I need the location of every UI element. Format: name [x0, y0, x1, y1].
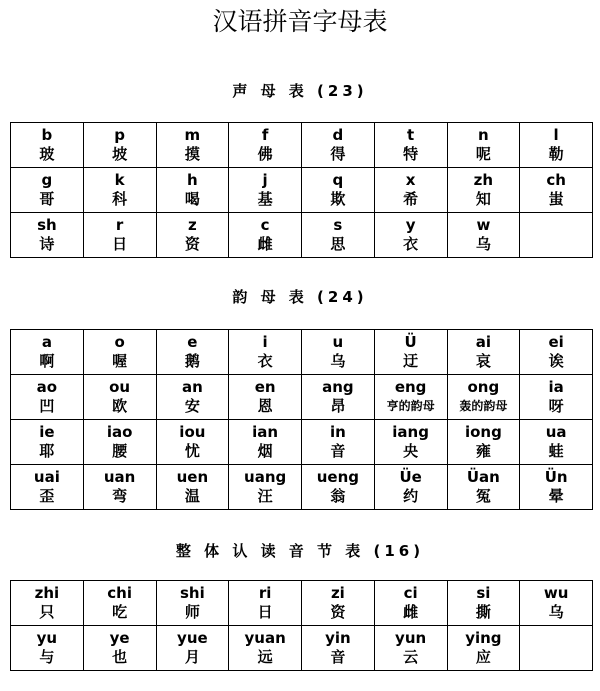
table-row	[11, 168, 593, 213]
pinyin-label: Üan	[466, 468, 500, 486]
pinyin-label: Üe	[399, 468, 422, 486]
chinese-character: 应	[475, 648, 491, 666]
chinese-character: 晕	[548, 487, 564, 505]
table-cell	[11, 213, 84, 258]
chinese-character: 衣	[403, 235, 419, 253]
table-row	[11, 123, 593, 168]
table-cell	[156, 213, 229, 258]
chinese-character: 昂	[330, 397, 346, 415]
table-cell	[374, 375, 447, 420]
table-cell	[11, 375, 84, 420]
table-cell	[447, 465, 520, 510]
chinese-character: 衣	[257, 352, 273, 370]
table-cell	[11, 581, 84, 626]
table-cell	[156, 465, 229, 510]
table-cell	[520, 581, 593, 626]
table-cell	[156, 330, 229, 375]
table-cell	[83, 420, 156, 465]
chinese-character: 哀	[475, 352, 491, 370]
chinese-character: 雍	[475, 442, 491, 460]
table-cell	[302, 123, 375, 168]
pinyin-label: Ün	[544, 468, 568, 486]
table-row	[11, 213, 593, 258]
initials-table	[10, 122, 593, 258]
section-heading-initials: 声 母 表 (23)	[232, 82, 368, 100]
pinyin-label: t	[407, 126, 415, 144]
table-cell	[447, 330, 520, 375]
chinese-character: 勒	[548, 145, 564, 163]
chinese-character: 日	[112, 235, 128, 253]
chinese-character: 雌	[257, 235, 273, 253]
table-cell	[447, 581, 520, 626]
chinese-character: 乌	[475, 235, 491, 253]
table-cell	[374, 168, 447, 213]
pinyin-label: iang	[392, 423, 429, 441]
table-cell	[156, 123, 229, 168]
table-cell	[11, 330, 84, 375]
table-cell	[520, 375, 593, 420]
table-cell	[83, 213, 156, 258]
chinese-character: 诗	[39, 235, 55, 253]
pinyin-label: ian	[252, 423, 279, 441]
table-cell	[374, 420, 447, 465]
table-cell	[447, 626, 520, 671]
chinese-character: 冤	[475, 487, 491, 505]
chinese-character: 汪	[257, 487, 273, 505]
table-cell	[83, 123, 156, 168]
chinese-character: 耶	[39, 442, 55, 460]
table-cell	[11, 168, 84, 213]
pinyin-label: yin	[325, 629, 351, 647]
pinyin-label: ao	[36, 378, 58, 396]
chinese-character: 央	[403, 442, 419, 460]
chinese-character: 特	[403, 145, 419, 163]
table-cell	[229, 123, 302, 168]
chinese-character: 歪	[39, 487, 55, 505]
finals-table	[10, 329, 593, 510]
chinese-character: 迂	[403, 352, 419, 370]
whole-syllables-table	[10, 580, 593, 671]
pinyin-label: ang	[322, 378, 354, 396]
table-cell	[520, 626, 593, 671]
table-cell	[520, 123, 593, 168]
chinese-character: 音	[330, 442, 346, 460]
pinyin-label: q	[332, 171, 344, 189]
pinyin-label: ueng	[316, 468, 360, 486]
pinyin-label: iong	[464, 423, 502, 441]
pinyin-label: uen	[176, 468, 209, 486]
table-cell	[83, 626, 156, 671]
table-cell	[302, 581, 375, 626]
table-cell	[156, 626, 229, 671]
pinyin-label: sh	[37, 216, 57, 234]
table-cell	[374, 626, 447, 671]
table-cell	[229, 626, 302, 671]
chinese-character: 啊	[39, 352, 55, 370]
pinyin-label: yu	[36, 629, 58, 647]
table-cell	[83, 581, 156, 626]
chinese-character: 恩	[257, 397, 273, 415]
table-cell	[302, 330, 375, 375]
pinyin-label: shi	[180, 584, 205, 602]
chinese-character: 乌	[548, 603, 564, 621]
chinese-character: 喔	[112, 352, 128, 370]
pinyin-label: l	[553, 126, 559, 144]
chinese-character: 远	[257, 648, 273, 666]
table-cell	[229, 375, 302, 420]
table-cell	[302, 168, 375, 213]
table-cell	[447, 168, 520, 213]
pinyin-label: iou	[179, 423, 206, 441]
table-cell	[156, 375, 229, 420]
table-cell	[229, 213, 302, 258]
table-cell	[447, 420, 520, 465]
table-cell	[229, 465, 302, 510]
chinese-character: 资	[184, 235, 200, 253]
chinese-character: 撕	[475, 603, 491, 621]
chinese-character: 知	[475, 190, 491, 208]
chinese-character: 哥	[39, 190, 55, 208]
pinyin-label: an	[181, 378, 203, 396]
chinese-character: 呢	[475, 145, 491, 163]
chinese-character: 资	[330, 603, 346, 621]
table-row	[11, 581, 593, 626]
pinyin-label: ying	[465, 629, 502, 647]
chinese-character: 吃	[112, 603, 128, 621]
chinese-character: 蛙	[548, 442, 564, 460]
chinese-character: 雌	[403, 603, 419, 621]
pinyin-label: wu	[543, 584, 569, 602]
table-cell	[156, 420, 229, 465]
table-cell	[11, 626, 84, 671]
table-cell	[229, 330, 302, 375]
chinese-character: 玻	[39, 145, 55, 163]
table-cell	[156, 168, 229, 213]
pinyin-label: zi	[330, 584, 345, 602]
pinyin-label: g	[41, 171, 53, 189]
table-cell	[83, 465, 156, 510]
pinyin-label: ci	[403, 584, 418, 602]
table-cell	[11, 123, 84, 168]
chinese-character: 坡	[112, 145, 128, 163]
chinese-character: 蚩	[548, 190, 564, 208]
pinyin-label: uang	[244, 468, 287, 486]
pinyin-label: ua	[545, 423, 567, 441]
table-cell	[83, 330, 156, 375]
pinyin-label: i	[262, 333, 268, 351]
pinyin-label: b	[41, 126, 53, 144]
chinese-character: 欺	[330, 190, 346, 208]
pinyin-label: o	[114, 333, 125, 351]
table-cell	[520, 213, 593, 258]
pinyin-label: zhi	[34, 584, 60, 602]
chinese-character: 科	[112, 190, 128, 208]
pinyin-label: ou	[109, 378, 131, 396]
pinyin-label: d	[332, 126, 344, 144]
chinese-character: 得	[330, 145, 346, 163]
pinyin-label: yuan	[244, 629, 286, 647]
pinyin-label: ai	[475, 333, 491, 351]
pinyin-label: r	[115, 216, 124, 234]
table-cell	[302, 213, 375, 258]
pinyin-label: ei	[548, 333, 564, 351]
chinese-character: 日	[257, 603, 273, 621]
pinyin-label: uai	[33, 468, 60, 486]
table-row	[11, 626, 593, 671]
table-cell	[229, 581, 302, 626]
table-cell	[520, 330, 593, 375]
table-cell	[11, 420, 84, 465]
table-cell	[447, 213, 520, 258]
table-cell	[520, 420, 593, 465]
pinyin-label: ie	[39, 423, 55, 441]
page-title: 汉语拼音字母表	[212, 7, 388, 36]
table-row	[11, 465, 593, 510]
pinyin-label: m	[184, 126, 201, 144]
table-cell	[374, 465, 447, 510]
table-row	[11, 330, 593, 375]
pinyin-label: in	[329, 423, 346, 441]
chinese-character: 腰	[112, 442, 128, 460]
pinyin-label: yue	[177, 629, 208, 647]
chinese-character: 鹅	[184, 352, 200, 370]
pinyin-label: p	[114, 126, 125, 144]
table-cell	[83, 168, 156, 213]
table-cell	[302, 375, 375, 420]
table-cell	[302, 420, 375, 465]
chinese-character: 忧	[184, 442, 200, 460]
chinese-character: 思	[330, 235, 346, 253]
chinese-character: 佛	[257, 145, 273, 163]
pinyin-label: chi	[107, 584, 132, 602]
table-cell	[83, 375, 156, 420]
section-heading-finals: 韵 母 表 (24)	[232, 288, 368, 306]
chinese-character: 弯	[112, 487, 128, 505]
pinyin-label: ong	[467, 378, 500, 396]
table-cell	[374, 581, 447, 626]
table-cell	[520, 465, 593, 510]
pinyin-label: z	[188, 216, 197, 234]
chinese-character: 音	[330, 648, 346, 666]
table-cell	[229, 420, 302, 465]
table-cell	[302, 626, 375, 671]
chinese-character: 乌	[330, 352, 346, 370]
chinese-character: 也	[112, 648, 128, 666]
chinese-character: 温	[184, 487, 200, 505]
pinyin-label: yun	[395, 629, 427, 647]
pinyin-label: c	[260, 216, 270, 234]
chinese-character: 凹	[39, 397, 55, 415]
chinese-character: 亨的韵母	[386, 399, 435, 413]
table-cell	[302, 465, 375, 510]
chinese-character: 安	[184, 397, 200, 415]
pinyin-label: s	[333, 216, 343, 234]
chinese-character: 基	[257, 190, 273, 208]
chinese-character: 呀	[548, 397, 564, 415]
table-cell	[229, 168, 302, 213]
pinyin-label: ri	[258, 584, 272, 602]
pinyin-label: h	[187, 171, 198, 189]
table-row	[11, 375, 593, 420]
table-cell	[11, 465, 84, 510]
pinyin-label: y	[405, 216, 416, 234]
table-cell	[374, 330, 447, 375]
pinyin-label: si	[476, 584, 491, 602]
table-cell	[374, 123, 447, 168]
section-heading-whole-syllables: 整 体 认 读 音 节 表 (16)	[175, 542, 425, 560]
chinese-character: 轰的韵母	[459, 399, 508, 413]
pinyin-label: k	[114, 171, 125, 189]
pinyin-label: ia	[548, 378, 564, 396]
chinese-character: 翁	[330, 487, 346, 505]
table-cell	[447, 375, 520, 420]
pinyin-label: u	[332, 333, 344, 351]
chinese-character: 只	[39, 603, 55, 621]
pinyin-label: ch	[546, 171, 566, 189]
pinyin-label: w	[476, 216, 491, 234]
chinese-character: 约	[403, 487, 419, 505]
chinese-character: 欧	[112, 397, 128, 415]
pinyin-label: x	[405, 171, 416, 189]
pinyin-label: iao	[106, 423, 133, 441]
chinese-character: 烟	[257, 442, 273, 460]
pinyin-label: ye	[109, 629, 130, 647]
table-row	[11, 420, 593, 465]
table-cell	[447, 123, 520, 168]
chinese-character: 诶	[548, 352, 564, 370]
chinese-character: 摸	[184, 145, 200, 163]
pinyin-label: zh	[473, 171, 494, 189]
chinese-character: 师	[184, 603, 200, 621]
pinyin-label: e	[187, 333, 198, 351]
chinese-character: 云	[403, 648, 419, 666]
chinese-character: 月	[184, 648, 200, 666]
chinese-character: 希	[403, 190, 419, 208]
pinyin-label: j	[262, 171, 268, 189]
table-cell	[520, 168, 593, 213]
pinyin-label: a	[41, 333, 52, 351]
chinese-character: 与	[39, 648, 55, 666]
pinyin-label: eng	[394, 378, 427, 396]
pinyin-label: en	[254, 378, 276, 396]
chinese-character: 喝	[184, 190, 200, 208]
pinyin-label: f	[261, 126, 269, 144]
table-cell	[374, 213, 447, 258]
pinyin-label: uan	[103, 468, 136, 486]
pinyin-label: n	[478, 126, 489, 144]
table-cell	[156, 581, 229, 626]
pinyin-label: Ü	[404, 333, 417, 351]
